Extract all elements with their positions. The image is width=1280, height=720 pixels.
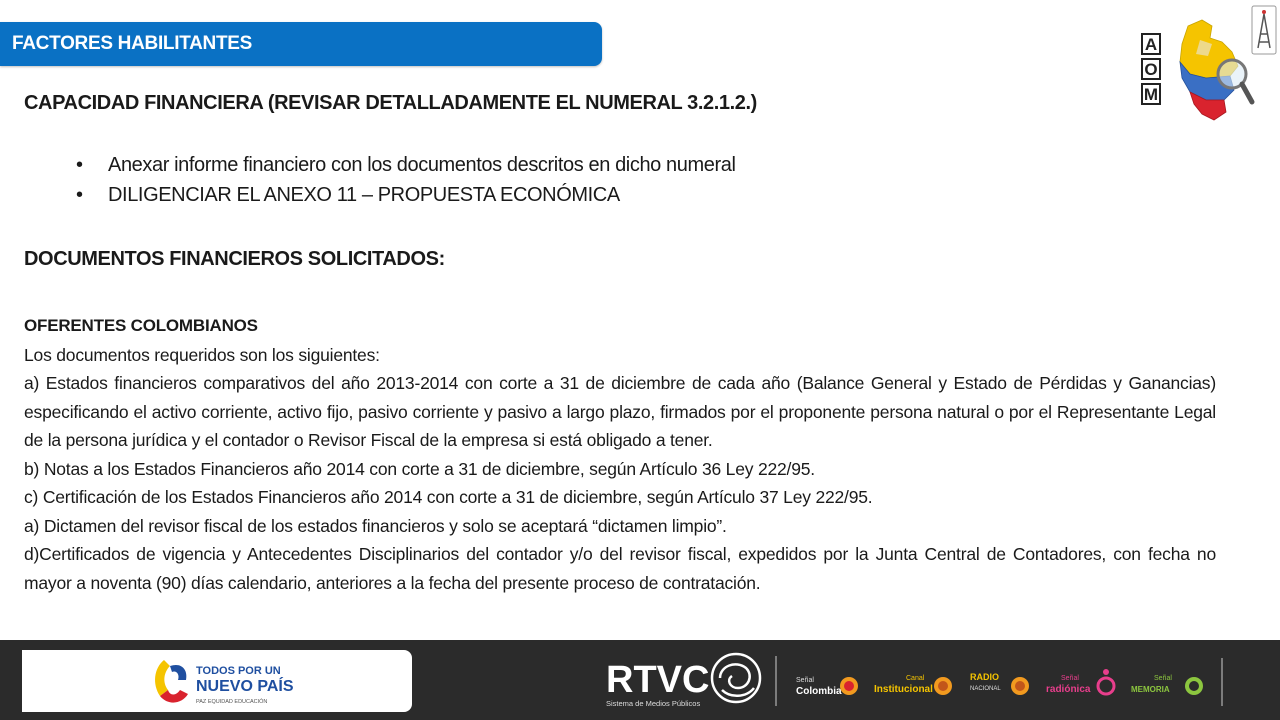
svg-text:MEMORIA: MEMORIA [1131, 685, 1170, 694]
svg-text:Señal: Señal [1061, 675, 1079, 682]
svg-text:NUEVO PAÍS: NUEVO PAÍS [196, 678, 294, 695]
channel-radio-nacional-logo [970, 672, 1029, 695]
requirements-bullet-list [76, 150, 736, 210]
svg-text:M: M [1143, 85, 1159, 104]
list-item: a) Estados financieros comparativos del año 2013-2014 con corte a 31 de diciembre de cada año (Balance General y Estado de Pérdidas y Ganancias) especificando el activo corriente, activo fijo, pasivo corriente y pasivo a largo plazo, firmados por el proponente persona natural o por el Representante Legal de la persona jurídica y el contador o Revisor Fiscal de la empresa si está obligado a tener. [24, 373, 1216, 450]
bullet-item: • Anexar informe financiero con los documentos descritos en dicho numeral [76, 154, 736, 176]
government-logo-panel [22, 650, 412, 712]
nuevo-pais-logo [22, 650, 412, 712]
svg-text:NACIONAL: NACIONAL [970, 686, 1001, 692]
svg-text:Señal: Señal [1154, 675, 1172, 682]
svg-text:Colombia: Colombia [796, 686, 842, 697]
svg-text:radiónica: radiónica [1046, 684, 1091, 695]
bullet-item: • DILIGENCIAR EL ANEXO 11 – PROPUESTA ECONÓMICA [76, 184, 620, 206]
list-item: a) Dictamen del revisor fiscal de los estados financieros y solo se aceptará “dictamen limpio”. [24, 515, 727, 536]
section-header-band [0, 22, 602, 66]
list-item: d)Certificados de vigencia y Antecedentes Disciplinarios del contador y/o del revisor fiscal, expedidos por la Junta Central de Contadores, con fecha no mayor a noventa (90) días calendario, anteriores a la fecha del presente proceso de contratación. [24, 544, 1216, 593]
svg-text:PAZ EQUIDAD EDUCACIÓN: PAZ EQUIDAD EDUCACIÓN [196, 699, 268, 705]
channel-radionica-logo [1046, 669, 1114, 695]
channel-senal-colombia-logo [796, 677, 858, 697]
intro-text: Los documentos requeridos son los siguientes: [24, 344, 380, 365]
list-item: c) Certificación de los Estados Financieros año 2014 con corte a 31 de diciembre, según Artículo 37 Ley 222/95. [24, 487, 873, 507]
aom-map-logo [1140, 4, 1280, 122]
list-item: b) Notas a los Estados Financieros año 2014 con corte a 31 de diciembre, según Artículo 36 Ley 222/95. [24, 458, 815, 479]
svg-text:Sistema de Medios Públicos: Sistema de Medios Públicos [606, 699, 701, 708]
svg-text:Señal: Señal [796, 677, 814, 684]
channel-canal-institucional-logo [874, 675, 952, 695]
aom-letters [1142, 34, 1160, 104]
svg-text:RTVC: RTVC [606, 659, 710, 701]
financial-capacity-heading: CAPACIDAD FINANCIERA (REVISAR DETALLADAMENTE EL NUMERAL 3.2.1.2.) [24, 92, 757, 114]
subheading: OFERENTES COLOMBIANOS [24, 316, 258, 335]
rtvc-swirl-icon [712, 654, 760, 702]
svg-text:TODOS POR UN: TODOS POR UN [196, 665, 281, 677]
svg-text:O: O [1144, 60, 1158, 79]
documents-heading: DOCUMENTOS FINANCIEROS SOLICITADOS: [24, 248, 445, 270]
svg-text:Institucional: Institucional [874, 684, 933, 695]
footer-bar [0, 640, 1280, 720]
section-title: FACTORES HABILITANTES [12, 33, 253, 54]
channel-senal-memoria-logo [1131, 658, 1222, 706]
svg-text:Canal: Canal [906, 675, 925, 682]
svg-text:RADIO: RADIO [970, 672, 999, 682]
colombia-flag-swirl-icon [155, 660, 188, 703]
rtvc-brands [606, 650, 1226, 712]
documents-section [24, 312, 1216, 597]
svg-text:A: A [1144, 35, 1158, 54]
rtvc-logo [606, 654, 776, 708]
